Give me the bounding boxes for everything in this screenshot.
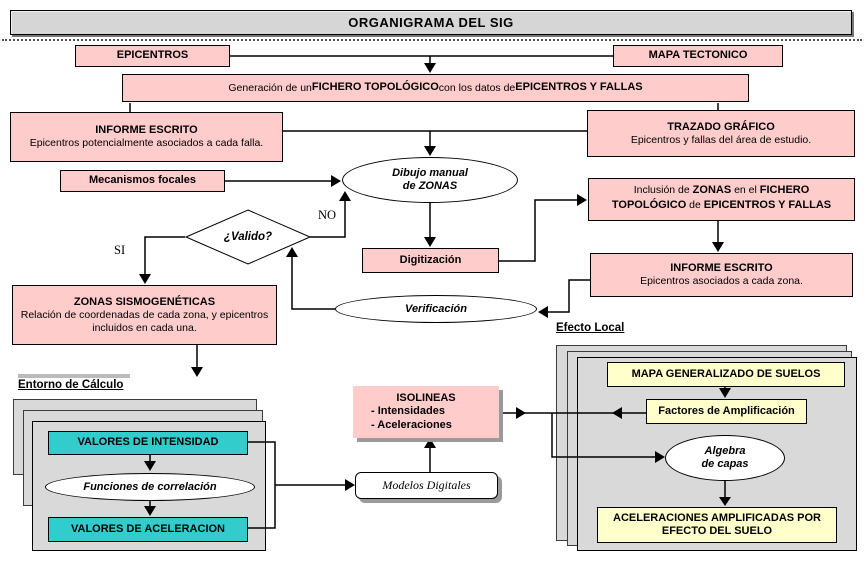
- modelos-label: Modelos Digitales: [382, 478, 471, 492]
- inclusion-text-6: EPICENTROS Y FALLAS: [703, 198, 832, 211]
- efecto-group-label: Efecto Local: [556, 322, 625, 334]
- zonas-body: Relación de coordenadas de cada zona, y epicentros incluidos en cada una.: [20, 309, 269, 334]
- informe-fallas-body: Epicentros potencialmente asociados a cada falla.: [29, 137, 264, 150]
- isolineas-title: ISOLINEAS: [396, 392, 456, 405]
- node-valores-intensidad: [48, 431, 248, 455]
- node-valido-diamond: [185, 209, 311, 265]
- node-digitizacion: [362, 248, 499, 273]
- entorno-label-bar: [18, 374, 130, 378]
- valores-intensidad-label: VALORES DE INTENSIDAD: [77, 436, 219, 449]
- line-si-zonas: [145, 237, 185, 274]
- node-dibujo-manual-zonas: [342, 157, 518, 203]
- node-fichero-topologico: [122, 74, 749, 102]
- fichero-text-1: Generación de un: [228, 81, 312, 94]
- mecanismos-label: Mecanismos focales: [89, 174, 196, 187]
- node-aceleraciones-amplificadas: [597, 507, 837, 543]
- line-digitizacion-inclusion: [499, 200, 577, 261]
- node-factores-amplificacion: [646, 399, 807, 424]
- inclusion-text-3: en el: [731, 184, 760, 196]
- algebra-line2: de capas: [701, 458, 749, 470]
- node-informe-escrito-fallas: [10, 112, 283, 162]
- fichero-text-2: FICHERO TOPOLÓGICO: [311, 81, 439, 94]
- algebra-line1: Algebra: [704, 445, 746, 458]
- node-trazado-grafico: [587, 110, 855, 157]
- node-verificacion: [335, 295, 537, 323]
- node-mapa-tectonico-label: MAPA TECTONICO: [648, 49, 748, 62]
- verificacion-label: Verificación: [405, 302, 467, 315]
- inclusion-text-2: ZONAS: [692, 184, 732, 196]
- page-title-text: ORGANIGRAMA DEL SIG: [348, 15, 514, 30]
- branch-label-si: SI: [114, 243, 126, 257]
- inclusion-text-5: de: [686, 198, 704, 211]
- trazado-title: TRAZADO GRÁFICO: [667, 120, 775, 133]
- branch-label-no: NO: [318, 208, 337, 222]
- fichero-text-4: EPICENTROS Y FALLAS: [515, 81, 643, 94]
- node-funciones-correlacion: [45, 473, 255, 501]
- line-isolineas-algebra: [552, 413, 655, 457]
- node-isolineas: [353, 386, 499, 438]
- node-modelos-digitales: [355, 472, 498, 499]
- valores-aceleracion-label: VALORES DE ACELERACION: [70, 522, 225, 535]
- dibujo-line2: de ZONAS: [402, 180, 458, 192]
- entorno-group-label: Entorno de Cálculo: [18, 379, 124, 391]
- valido-label: ¿Valido?: [223, 231, 273, 243]
- page-title: [10, 10, 852, 35]
- trazado-body: Epicentros y fallas del área de estudio.: [630, 133, 812, 146]
- node-mecanismos-focales: [60, 170, 225, 192]
- node-zonas-sismogeneticas: [12, 285, 277, 345]
- isolineas-item-intensidades: - Intensidades: [371, 405, 445, 418]
- node-epicentros: [75, 45, 230, 67]
- node-valores-aceleracion: [48, 517, 248, 542]
- factores-label: Factores de Amplificación: [658, 404, 795, 417]
- funciones-label: Funciones de correlación: [83, 480, 217, 493]
- informe-fallas-title: INFORME ESCRITO: [95, 124, 198, 137]
- informe-zonas-body: Epicentros asociados a cada zona.: [640, 275, 803, 288]
- node-inclusion-zonas: [588, 178, 855, 221]
- line-informe2-verificacion: [548, 280, 590, 312]
- node-epicentros-label: EPICENTROS: [116, 49, 189, 62]
- digitizacion-label: Digitización: [399, 253, 462, 266]
- node-informe-escrito-zonas: [590, 253, 853, 297]
- dibujo-line1: Dibujo manual: [392, 167, 468, 180]
- zonas-title: ZONAS SISMOGENÉTICAS: [73, 295, 216, 308]
- node-mapa-tectonico: [613, 45, 783, 67]
- isolineas-item-aceleraciones: - Aceleraciones: [371, 418, 452, 431]
- informe-zonas-title: INFORME ESCRITO: [670, 262, 773, 275]
- inclusion-text-1: Inclusión de: [633, 184, 693, 196]
- fichero-text-3: con los datos de: [438, 81, 516, 94]
- aceleraciones-amplificadas-label: ACELERACIONES AMPLIFICADAS POR EFECTO DEL SUELO: [613, 511, 821, 537]
- inclusion-text-4: FICHERO TOPOLÓGICO: [611, 184, 810, 211]
- node-mapa-generalizado-suelos: [607, 362, 845, 387]
- node-algebra-capas: [665, 435, 785, 481]
- mapa-suelos-label: MAPA GENERALIZADO DE SUELOS: [631, 367, 821, 380]
